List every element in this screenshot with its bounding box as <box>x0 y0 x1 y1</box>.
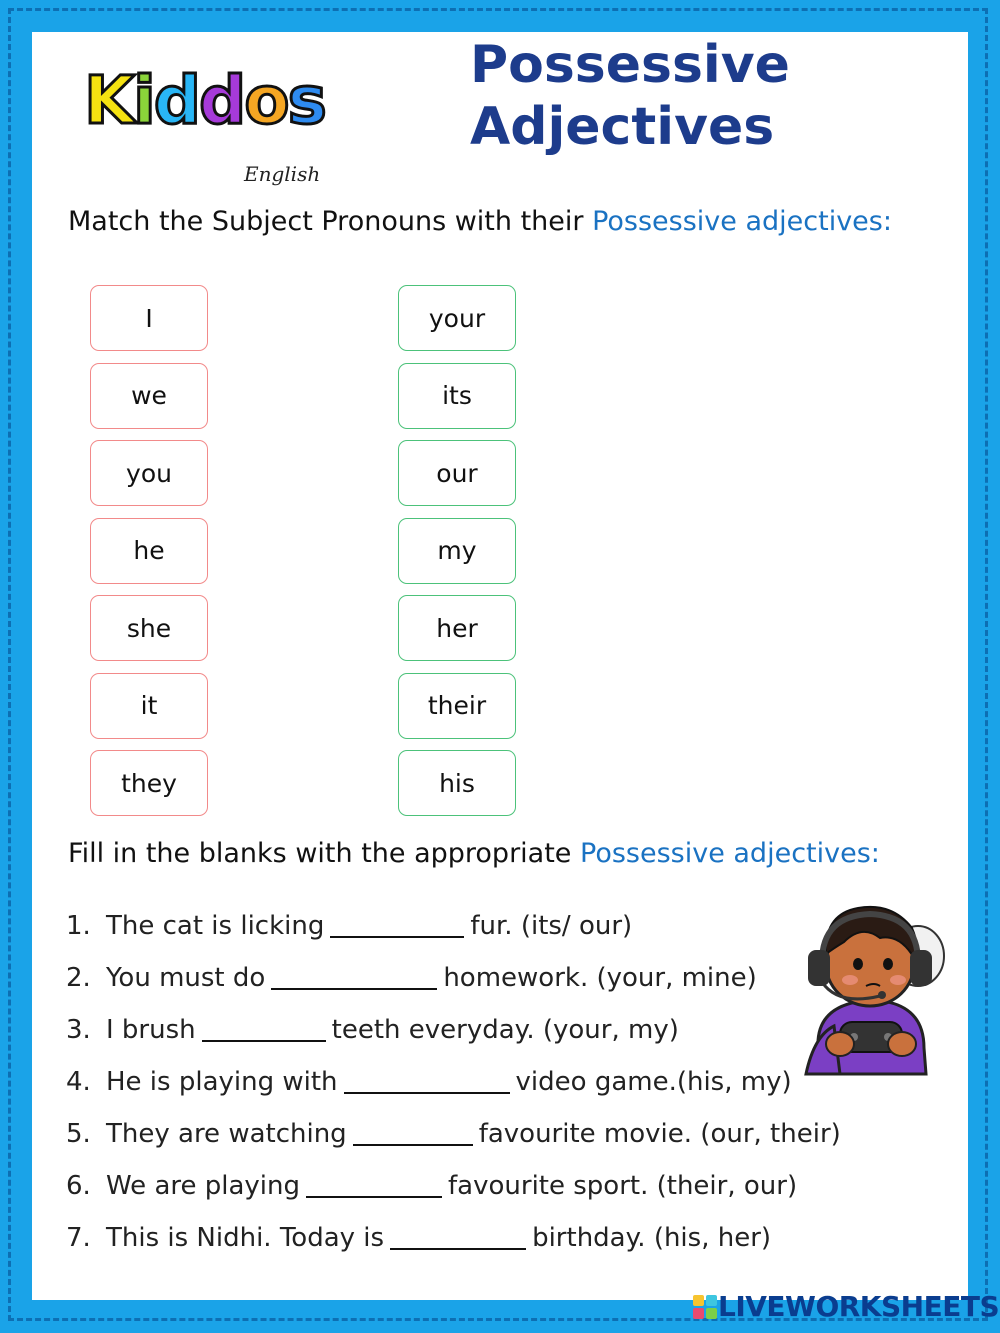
answer-blank[interactable] <box>390 1226 526 1250</box>
sentence-text-before: We are playing <box>106 1171 301 1201</box>
sentence-text-before: I brush <box>106 1015 196 1045</box>
subject-pronoun-box[interactable]: they <box>90 750 208 816</box>
sentence-number: 5. <box>66 1119 91 1149</box>
sentence-text-before: They are watching <box>106 1119 347 1149</box>
logo-letter: i <box>133 62 154 139</box>
logo-letter: K <box>84 62 134 139</box>
subject-pronoun-box[interactable]: you <box>90 440 208 506</box>
possessive-adjective-box[interactable]: your <box>398 285 516 351</box>
kiddos-logo <box>84 62 344 198</box>
sentence-text-before: You must do <box>106 963 266 993</box>
sentence-text-after: homework. (your, mine) <box>443 963 757 993</box>
sentence-text-after: birthday. (his, her) <box>532 1223 772 1253</box>
brand-text: LIVEWORKSHEETS <box>718 1290 1000 1323</box>
gamer-kid-illustration-icon <box>796 898 946 1078</box>
logo-wordmark <box>84 62 325 139</box>
sentence-row <box>66 1212 886 1264</box>
title-line-2: Adjectives <box>470 97 775 157</box>
sentence-number: 6. <box>66 1171 91 1201</box>
sentence-row <box>66 1108 886 1160</box>
possessive-adjective-box[interactable]: our <box>398 440 516 506</box>
fill-instruction-text: Fill in the blanks with the appropriate <box>68 838 580 869</box>
sentence-text-before: He is playing with <box>106 1067 338 1097</box>
sentence-text-before: This is Nidhi. Today is <box>106 1223 385 1253</box>
answer-blank[interactable] <box>330 914 464 938</box>
sentence-number: 7. <box>66 1223 91 1253</box>
match-instruction <box>68 206 892 237</box>
answer-blank[interactable] <box>202 1018 326 1042</box>
subject-pronoun-box[interactable]: she <box>90 595 208 661</box>
answer-blank[interactable] <box>344 1070 510 1094</box>
fill-instruction <box>68 838 880 869</box>
answer-blank[interactable] <box>353 1122 473 1146</box>
possessive-adjective-box[interactable]: her <box>398 595 516 661</box>
sentence-text-before: The cat is licking <box>106 911 325 941</box>
subject-pronoun-column <box>90 285 208 828</box>
possessive-adjective-box[interactable]: my <box>398 518 516 584</box>
sentence-row <box>66 1056 886 1108</box>
logo-subtitle: English <box>244 162 321 186</box>
sentence-number: 2. <box>66 963 91 993</box>
subject-pronoun-box[interactable]: he <box>90 518 208 584</box>
fill-instruction-highlight: Possessive adjectives: <box>580 838 880 869</box>
page-title <box>470 34 890 158</box>
answer-blank[interactable] <box>271 966 437 990</box>
sentence-number: 4. <box>66 1067 91 1097</box>
sentence-list <box>66 900 886 1264</box>
subject-pronoun-box[interactable]: it <box>90 673 208 739</box>
match-instruction-text: Match the Subject Pronouns with their <box>68 206 593 237</box>
possessive-adjective-box[interactable]: their <box>398 673 516 739</box>
logo-letter: o <box>244 62 288 139</box>
match-instruction-highlight: Possessive adjectives: <box>592 206 892 237</box>
subject-pronoun-box[interactable]: I <box>90 285 208 351</box>
possessive-adjective-box[interactable]: its <box>398 363 516 429</box>
possessive-adjective-column <box>398 285 516 828</box>
subject-pronoun-box[interactable]: we <box>90 363 208 429</box>
answer-blank[interactable] <box>306 1174 442 1198</box>
logo-letter: d <box>199 62 245 139</box>
worksheet <box>32 32 968 1300</box>
sentence-number: 3. <box>66 1015 91 1045</box>
sentence-row <box>66 952 886 1004</box>
logo-letter: s <box>287 62 325 139</box>
title-line-1: Possessive <box>470 35 790 95</box>
sentence-text-after: video game.(his, my) <box>515 1067 792 1097</box>
sentence-text-after: favourite movie. (our, their) <box>478 1119 841 1149</box>
sentence-row <box>66 1160 886 1212</box>
possessive-adjective-box[interactable]: his <box>398 750 516 816</box>
logo-letter: d <box>153 62 200 139</box>
sentence-number: 1. <box>66 911 91 941</box>
sentence-text-after: fur. (its/ our) <box>470 911 633 941</box>
sentence-row <box>66 900 886 952</box>
sentence-row <box>66 1004 886 1056</box>
liveworksheets-brand[interactable] <box>692 1290 999 1323</box>
sentence-text-after: favourite sport. (their, our) <box>448 1171 798 1201</box>
liveworksheets-logo-icon <box>692 1294 718 1320</box>
sentence-text-after: teeth everyday. (your, my) <box>331 1015 679 1045</box>
